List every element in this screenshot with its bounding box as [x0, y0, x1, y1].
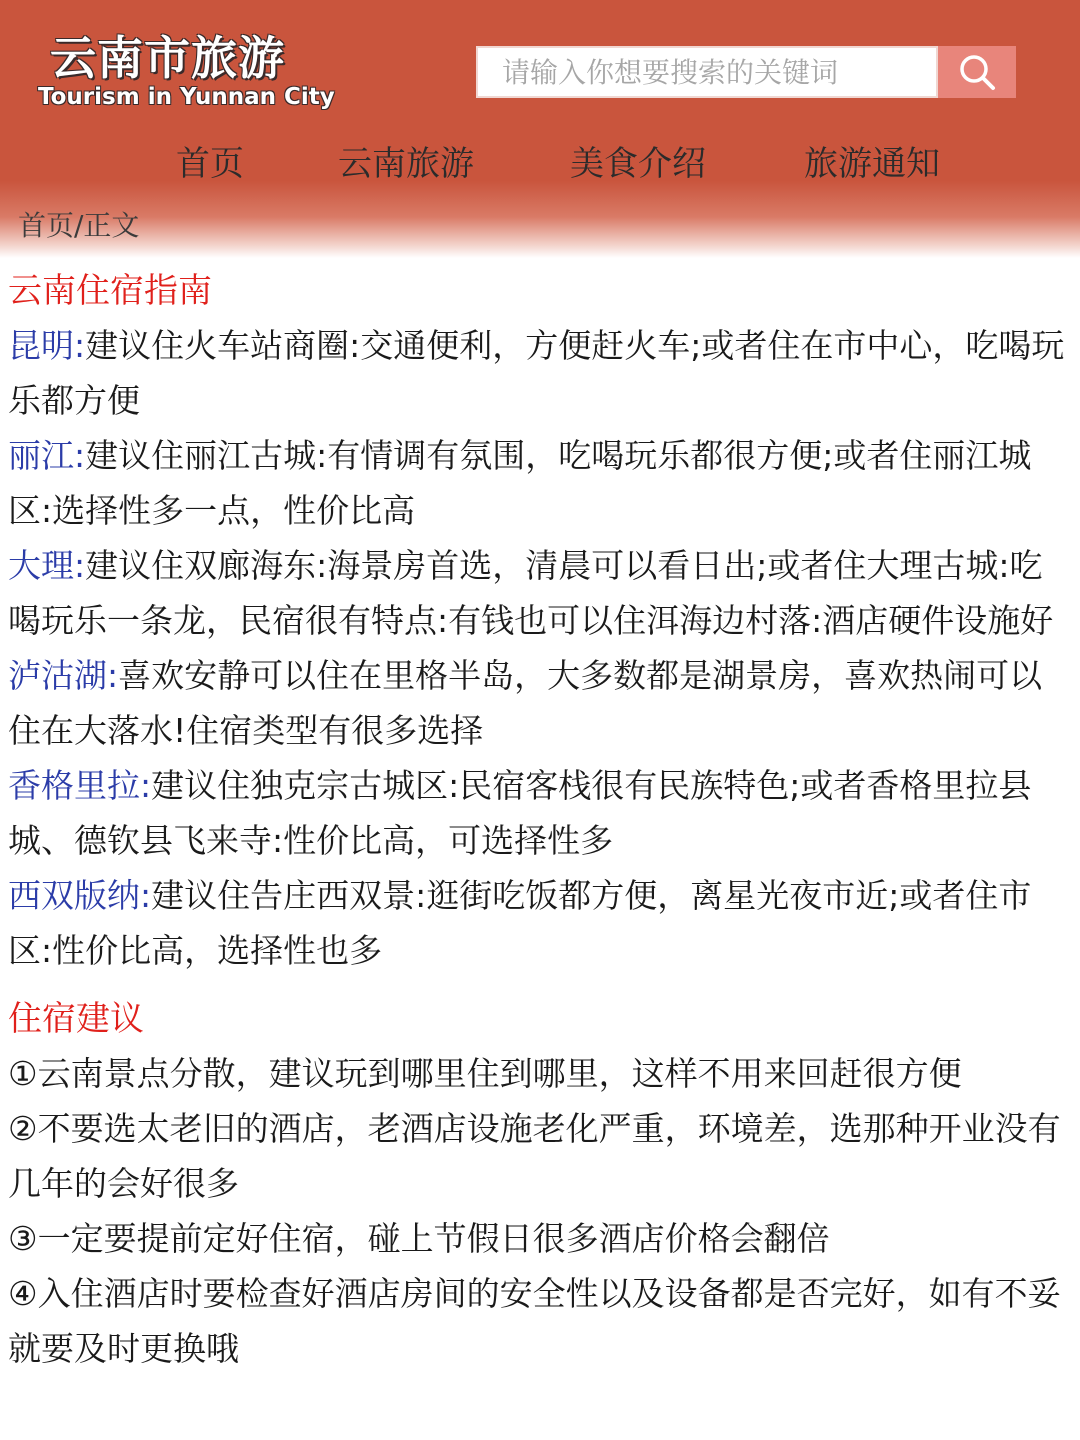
tips-title: 住宿建议: [8, 999, 144, 1039]
city-name: 大理:: [8, 546, 86, 585]
city-name: 丽江:: [8, 436, 86, 475]
guide-text: 建议住独克宗古城区:民宿客栈很有民族特色;或者香格里拉县城、德钦县飞来寺:性价比高，可选择性多: [8, 766, 1032, 860]
tip-item: ②不要选太老旧的酒店，老酒店设施老化严重，环境差，选那种开业没有几年的会好很多: [8, 1109, 1061, 1203]
search-input[interactable]: [478, 48, 936, 96]
search-button[interactable]: [938, 46, 1016, 98]
guide-entry-kunming: [8, 318, 1072, 428]
site-header: [0, 0, 1080, 258]
guide-entry-lijiang: [8, 428, 1072, 538]
nav-travel-notice[interactable]: 旅游通知: [804, 144, 940, 184]
guide-entry-dali: [8, 538, 1072, 648]
city-name: 泸沽湖:: [8, 656, 119, 695]
nav-food[interactable]: 美食介绍: [570, 144, 706, 184]
tip-item: ③一定要提前定好住宿，碰上节假日很多酒店价格会翻倍: [8, 1219, 830, 1258]
guide-entry-xishuangbanna: [8, 868, 1072, 978]
article-body: [0, 258, 1080, 1376]
breadcrumb[interactable]: 首页/正文: [18, 209, 140, 242]
guide-text: 建议住双廊海东:海景房首选，清晨可以看日出;或者住大理古城:吃喝玩乐一条龙，民宿很有特点:有钱也可以住洱海边村落:酒店硬件设施好: [8, 546, 1054, 640]
tip-item: ④入住酒店时要检查好酒店房间的安全性以及设备都是否完好，如有不妥就要及时更换哦: [8, 1274, 1061, 1368]
guide-text: 喜欢安静可以住在里格半岛，大多数都是湖景房，喜欢热闹可以住在大落水!住宿类型有很多选择: [8, 656, 1043, 750]
city-name: 香格里拉:: [8, 766, 152, 805]
nav-home[interactable]: 首页: [176, 144, 244, 184]
search-icon: [957, 52, 997, 92]
guide-text: 建议住丽江古城:有情调有氛围，吃喝玩乐都很方便;或者住丽江城区:选择性多一点，性价比高: [8, 436, 1032, 530]
site-subtitle: Tourism in Yunnan City: [38, 84, 335, 110]
guide-entry-luguhu: [8, 648, 1072, 758]
city-name: 西双版纳:: [8, 876, 152, 915]
main-nav: [0, 136, 1080, 186]
site-title[interactable]: 云南市旅游: [50, 31, 285, 85]
guide-entry-shangrila: [8, 758, 1072, 868]
guide-title: 云南住宿指南: [8, 271, 212, 311]
search-box: [476, 46, 938, 98]
guide-text: 建议住火车站商圈:交通便利，方便赶火车;或者住在市中心，吃喝玩乐都方便: [8, 326, 1065, 420]
city-name: 昆明:: [8, 326, 86, 365]
tip-item: ①云南景点分散，建议玩到哪里住到哪里，这样不用来回赶很方便: [8, 1054, 962, 1093]
section-spacer: [8, 978, 1072, 992]
nav-yunnan-travel[interactable]: 云南旅游: [338, 144, 474, 184]
guide-text: 建议住告庄西双景:逛街吃饭都方便，离星光夜市近;或者住市区:性价比高，选择性也多: [8, 876, 1032, 970]
